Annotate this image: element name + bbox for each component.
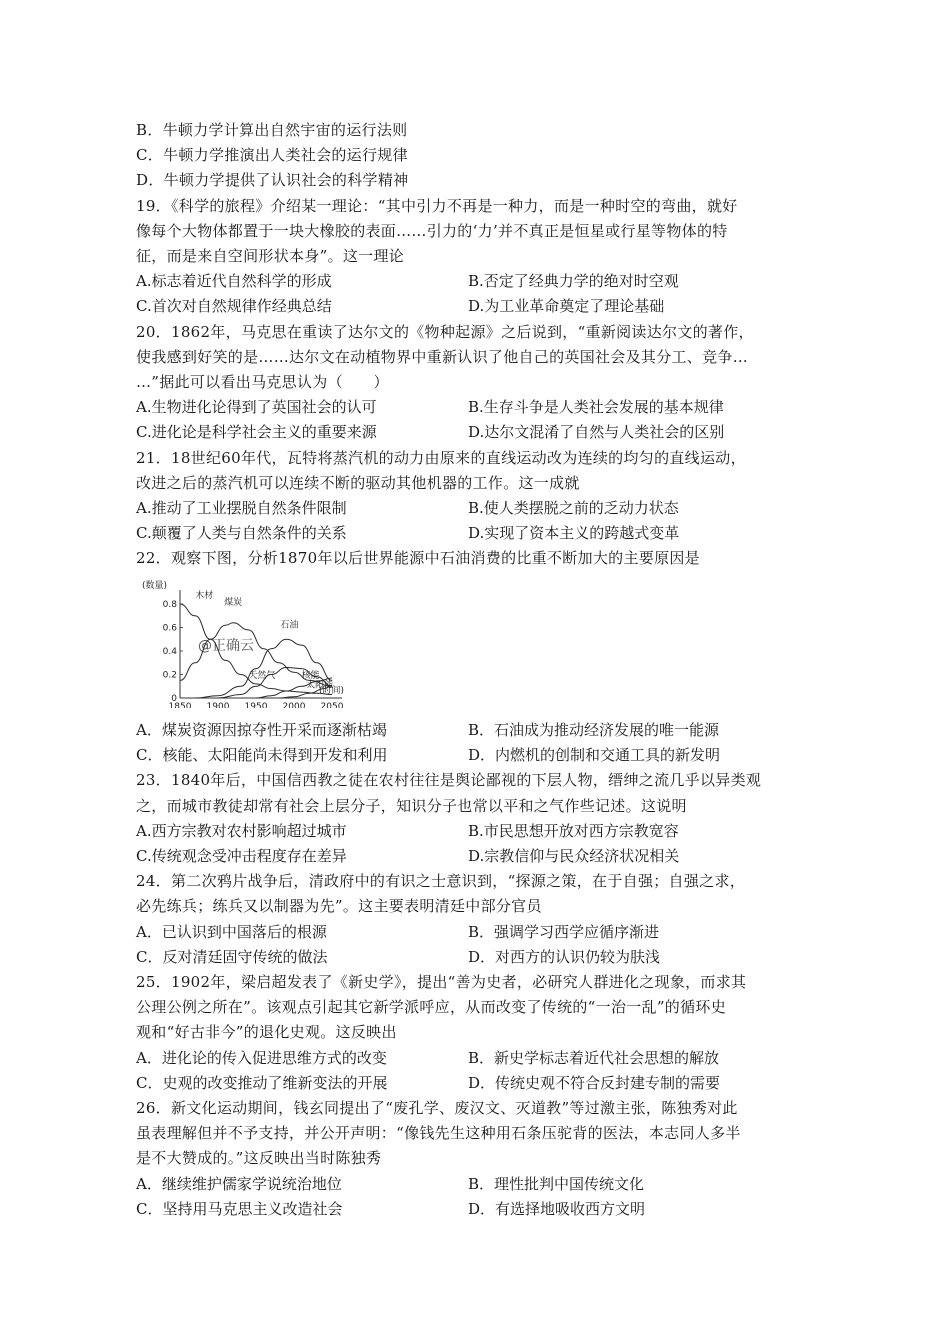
q19-option-c: C.首次对自然规律作经典总结 [136,297,332,316]
q26-options-row [136,1172,816,1197]
q25-stem-line: 25．1902年，梁启超发表了《新史学》，提出“善为史者，必研究人群进化之现象，而求其 [136,973,747,991]
q23-option-b: B.市民思想开放对西方宗教宽容 [468,821,679,840]
q25-stem-line: 公理公例之所在”。该观点引起其它新学派呼应，从而改变了传统的“一治一乱”的循环史 [136,998,727,1017]
question-25 [136,970,816,1096]
q26-option-c: C．坚持用马克思主义改造社会 [136,1199,343,1218]
q23-stem-line: 23．1840年后，中国信西教之徒在农村往往是舆论鄙视的下层人物，缙绅之流几乎以异类观 [136,771,762,790]
y-tick-label: 0.8 [162,600,177,610]
y-tick-label: 0.6 [162,623,177,634]
q18-options [136,118,816,194]
y-tick-label: 0 [171,694,177,704]
q24-option-c: C．反对清廷固守传统的做法 [136,947,328,966]
q23-option-c: C.传统观念受冲击程度存在差异 [136,846,347,865]
q25-option-d: D．传统史观不符合反封建专制的需要 [468,1073,721,1092]
q22-option-b: B．石油成为推动经济发展的唯一能源 [468,721,720,739]
q26-option-a: A．继续维护儒家学说统治地位 [136,1174,342,1193]
q19-option-d: D.为工业革命奠定了理论基础 [468,297,665,316]
q23-option-d: D.宗教信仰与民众经济状况相关 [468,846,680,865]
x-tick-label: 1950 [244,702,268,708]
q19-stem-line: 19．《科学的旅程》介绍某一理论：“其中引力不再是一种力，而是一种时空的弯曲，就好 [136,196,738,215]
q20-option-b: B.生存斗争是人类社会发展的基本规律 [468,398,724,417]
question-22-stem [136,546,816,571]
question-22-options [136,718,816,768]
x-tick-label: 1850 [168,702,192,708]
q18-option-c: C．牛顿力学推演出人类社会的运行规律 [136,146,408,165]
q24-stem-line: 24．第二次鸦片战争后，清政府中的有识之士意识到，“探源之策，在于自强；自强之求， [136,872,746,891]
q22-stem-line: 22．观察下图，分析1870年以后世界能源中石油消费的比重不断加大的主要原因是 [136,549,700,568]
q21-option-b: B.使人类摆脱之前的乏动力状态 [468,498,679,517]
q24-option-d: D．对西方的认识仍较为肤浅 [468,947,661,966]
q22-option-c: C．核能、太阳能尚未得到开发和利用 [136,746,388,765]
y-axis-label: (数量) [142,581,168,591]
q20-option-a: A.生物进化论得到了英国社会的认可 [136,398,377,417]
q26-option-b: B．理性批判中国传统文化 [468,1174,645,1193]
q24-options-row [136,945,816,970]
q24-options-row [136,920,816,945]
q19-options-row [136,269,816,294]
question-19 [136,194,816,320]
q22-option-d: D．内燃机的创制和交通工具的新发明 [468,746,721,765]
q21-option-c: C.颠覆了人类与自然条件的关系 [136,524,347,543]
series-label-1: 煤炭 [224,598,243,609]
q21-options-row [136,521,816,546]
q19-stem-line: 征，而是来自空间形状本身”。这一理论 [136,246,405,265]
q20-option-c: C.进化论是科学社会主义的重要来源 [136,423,377,442]
q25-option-b: B．新史学标志着近代社会思想的解放 [468,1048,720,1067]
q19-option-a: A.标志着近代自然科学的形成 [136,272,332,291]
y-tick-label: 0.4 [162,647,177,657]
q26-options-row [136,1197,816,1222]
q20-options-row [136,420,816,445]
question-26 [136,1096,816,1222]
x-tick-label: 2050 [320,702,344,708]
x-tick-label: 1900 [206,702,230,708]
q24-option-a: A．已认识到中国落后的根源 [136,922,327,941]
series-label-2: 石油 [280,620,299,631]
q26-stem-line: 虽表理解但并不予支持，并公开声明：“像钱先生这种用石条压驼背的医法，本志同人多半 [136,1124,741,1143]
q18-option-d: D．牛顿力学提供了认识社会的科学精神 [136,171,409,190]
series-label-3: 天然气 [248,671,276,682]
series-label-4: 核能 [301,671,320,682]
question-20 [136,320,816,446]
q20-stem-line: 20．1862年，马克思在重读了达尔文的《物种起源》之后说到，“重新阅读达尔文的著作， [136,322,754,341]
q26-stem-line: 是不大赞成的。”这反映出当时陈独秀 [136,1149,382,1168]
q21-stem-line: 21．18世纪60年代，瓦特将蒸汽机的动力由原来的直线运动改为连续的均匀的直线运动， [136,448,746,467]
q19-options-row [136,294,816,319]
watermark-text: @正确云 [198,638,254,654]
question-24 [136,869,816,970]
q20-options-row [136,395,816,420]
q26-option-d: D．有选择地吸收西方文明 [468,1199,646,1218]
q21-stem-line: 改进之后的蒸汽机可以连续不断的驱动其他机器的工作。这一成就 [136,473,580,492]
x-axis-label: (时间) [318,686,344,696]
q19-option-b: B.否定了经典力学的绝对时空观 [468,272,679,291]
q25-option-c: C．史观的改变推动了维新变法的开展 [136,1073,388,1092]
q22-options-row [136,743,816,768]
energy-chart-svg [140,578,360,708]
q20-stem-line: …”据此可以看出马克思认为（ ） [136,372,389,391]
q22-options-row [136,718,816,743]
q24-stem-line: 必先练兵；练兵又以制器为先”。这主要表明清廷中部分官员 [136,897,542,916]
q19-stem-line: 像每个大物体都置于一块大橡胶的表面……引力的‘力’并不真正是恒星或行星等物体的特 [136,221,728,240]
q22-option-a: A．煤炭资源因掠夺性开采而逐渐枯竭 [136,721,387,739]
q23-option-a: A.西方宗教对农村影响超过城市 [136,821,347,840]
q23-stem-line: 之，而城市教徒却常有社会上层分子，知识分子也常以平和之气作些记述。这说明 [136,796,687,815]
q20-option-d: D.达尔文混淆了自然与人类社会的区别 [468,423,725,442]
q26-stem-line: 26．新文化运动期间，钱玄同提出了“废孔学、废汉文、灭道教”等过激主张，陈独秀对此 [136,1099,738,1117]
q25-stem-line: 观和“好古非今”的退化史观。这反映出 [136,1023,397,1042]
q23-options-row [136,819,816,844]
y-tick-label: 0.2 [162,670,177,681]
q23-options-row [136,844,816,869]
x-tick-label: 2000 [282,702,306,708]
q21-option-a: A.推动了工业摆脱自然条件限制 [136,498,347,517]
series-label-5: 太阳能 [306,680,334,691]
q25-options-row [136,1046,816,1071]
question-21 [136,446,816,547]
series-label-0: 木材 [195,591,214,602]
energy-consumption-chart [140,578,360,708]
q20-stem-line: 使我感到好笑的是……达尔文在动植物界中重新认识了他自己的英国社会及其分工、竞争… [136,347,749,366]
q25-option-a: A．进化论的传入促进思维方式的改变 [136,1048,387,1067]
q25-options-row [136,1071,816,1096]
q18-option-b: B．牛顿力学计算出自然宇宙的运行法则 [136,121,408,139]
q21-option-d: D.实现了资本主义的跨越式变革 [468,524,680,543]
q21-options-row [136,496,816,521]
question-23 [136,768,816,869]
q24-option-b: B．强调学习西学应循序渐进 [468,922,660,941]
